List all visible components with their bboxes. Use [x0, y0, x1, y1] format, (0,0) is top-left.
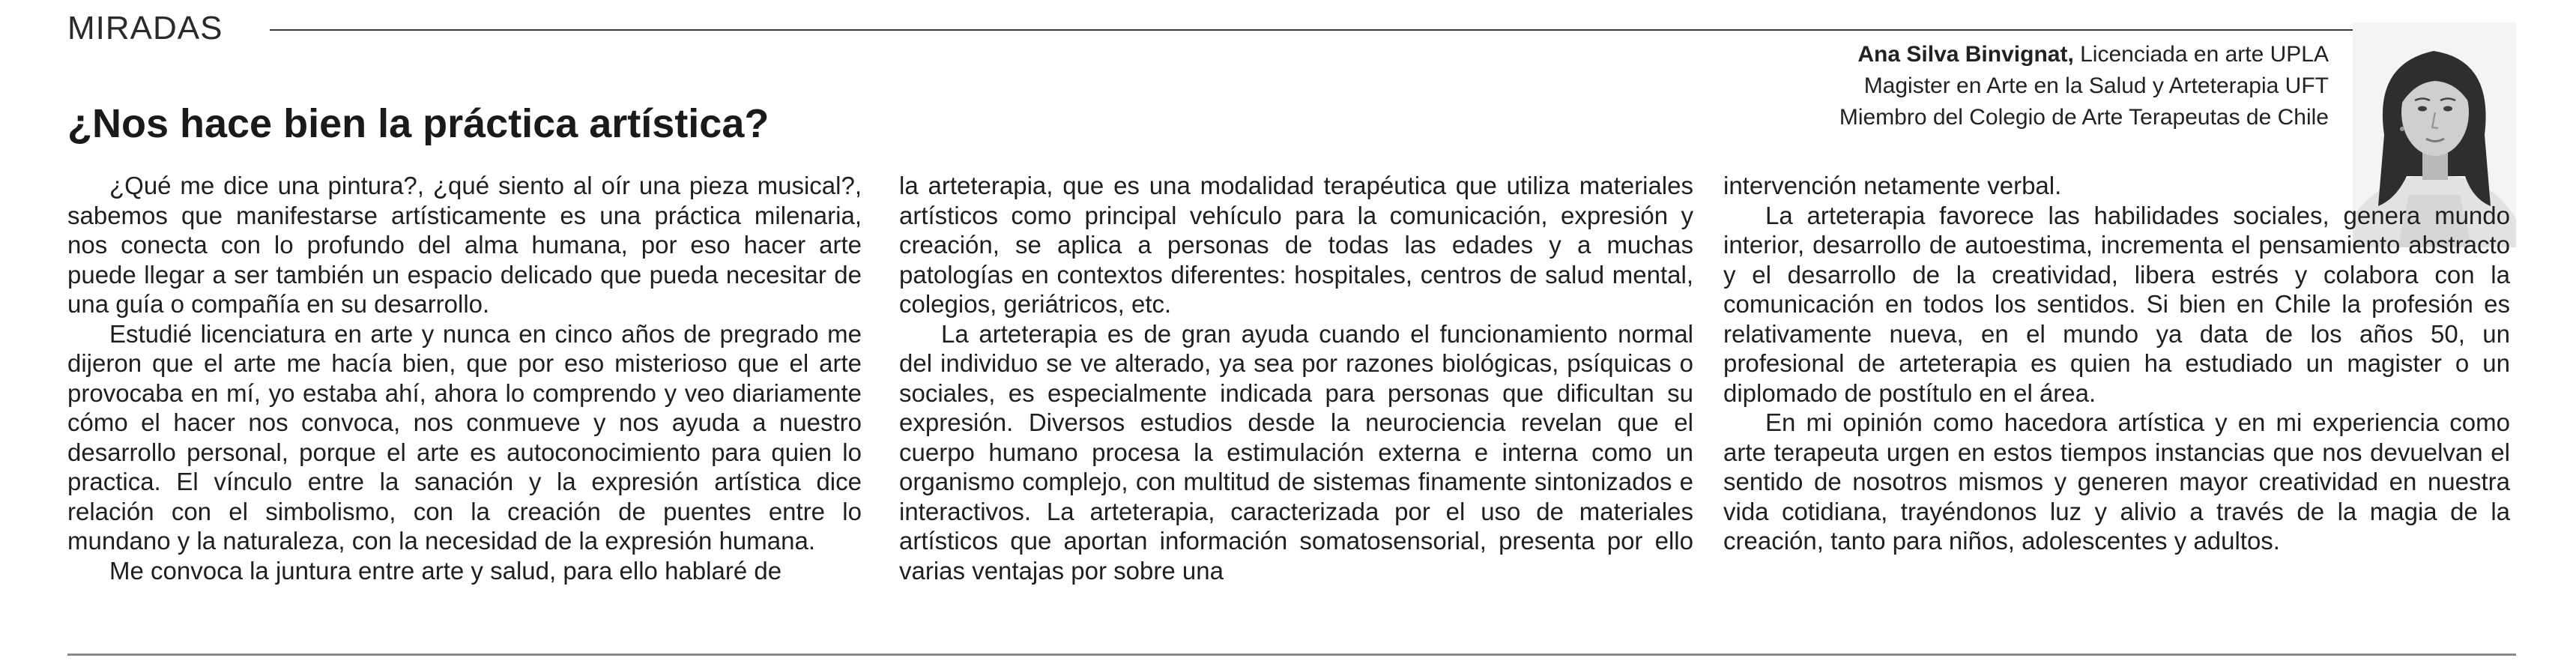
article-title: ¿Nos hace bien la práctica artística?	[67, 101, 770, 146]
paragraph: Me convoca la juntura entre arte y salud, para ello hablaré de	[109, 556, 782, 585]
bottom-divider	[67, 654, 2516, 656]
author-credential: Licenciada en arte UPLA	[2073, 42, 2329, 67]
author-byline	[1505, 39, 2329, 133]
article-column-1	[67, 171, 862, 585]
section-label: MIRADAS	[67, 10, 223, 46]
section-divider	[270, 29, 2395, 31]
author-credential: Miembro del Colegio de Arte Terapeutas de Chile	[1839, 105, 2329, 130]
article-column-3	[1723, 171, 2510, 556]
paragraph: Estudié licenciatura en arte y nunca en cinco años de pregrado me dijeron que el arte me hacía bien, que por eso misterioso que el arte provocaba en mí, yo estaba ahí, ahora lo comprendo y veo diariamente cómo el hacer nos convoca, nos conmueve y nos ayuda a nuestro desarrollo personal, porque el arte es autoconocimiento para quien lo practica. El vínculo entre la sanación y la expresión artística dice relación con el simbolismo, con la creación de puentes entre lo mundano y la naturaleza, con la necesidad de la expresión humana.	[67, 319, 862, 555]
paragraph: La arteterapia es de gran ayuda cuando el funcionamiento normal del individuo se ve alterado, ya sea por razones biológicas, psíquicas o sociales, es especialmente indicada para personas que dificultan su expresión. Diversos estudios desde la neurociencia revelan que el cuerpo humano procesa la estimulación externa e interna como un organismo complejo, con multitud de sistemas finamente sintonizados e interactivos. La arteterapia, caracterizada por el uso de materiales artísticos que aportan información somatosensorial, presenta por ello varias ventajas por sobre una	[899, 319, 1693, 585]
paragraph: intervención netamente verbal.	[1723, 172, 2062, 199]
author-name: Ana Silva Binvignat,	[1857, 42, 2074, 67]
author-credential: Magister en Arte en la Salud y Arteterapia UFT	[1863, 73, 2329, 98]
paragraph: La arteterapia favorece las habilidades sociales, genera mundo interior, desarrollo de autoestima, incrementa el pensamiento abstracto y el desarrollo de la creatividad, libera estrés y colabora con la comunicación en todos los sentidos. Si bien en Chile la profesión es relativamente nueva, en el mundo ya data de los años 50, un profesional de arteterapia es quien ha estudiado un magister o un diplomado de postítulo en el área.	[1723, 201, 2510, 407]
byline-line-1	[1505, 39, 2329, 70]
paragraph: ¿Qué me dice una pintura?, ¿qué siento al oír una pieza musical?, sabemos que manifestarse artísticamente es una práctica milenaria, nos conecta con lo profundo del alma humana, por eso hacer arte puede llegar a ser también un espacio delicado que pueda necesitar de una guía o compañía en su desarrollo.	[67, 172, 862, 318]
paragraph: la arteterapia, que es una modalidad terapéutica que utiliza materiales artísticos como principal vehículo para la comunicación, expresión y creación, se aplica a personas de todas las edades y a muchas patologías en contextos diferentes: hospitales, centros de salud mental, colegios, geriátricos, etc.	[899, 172, 1693, 318]
paragraph: En mi opinión como hacedora artística y en mi experiencia como arte terapeuta urgen en estos tiempos instancias que nos devuelvan el sentido de nosotros mismos y generen mayor creatividad en nuestra vida cotidiana, trayéndonos luz y alivio a través de la magia de la creación, tanto para niños, adolescentes y adultos.	[1723, 408, 2510, 555]
article-column-2	[899, 171, 1693, 585]
